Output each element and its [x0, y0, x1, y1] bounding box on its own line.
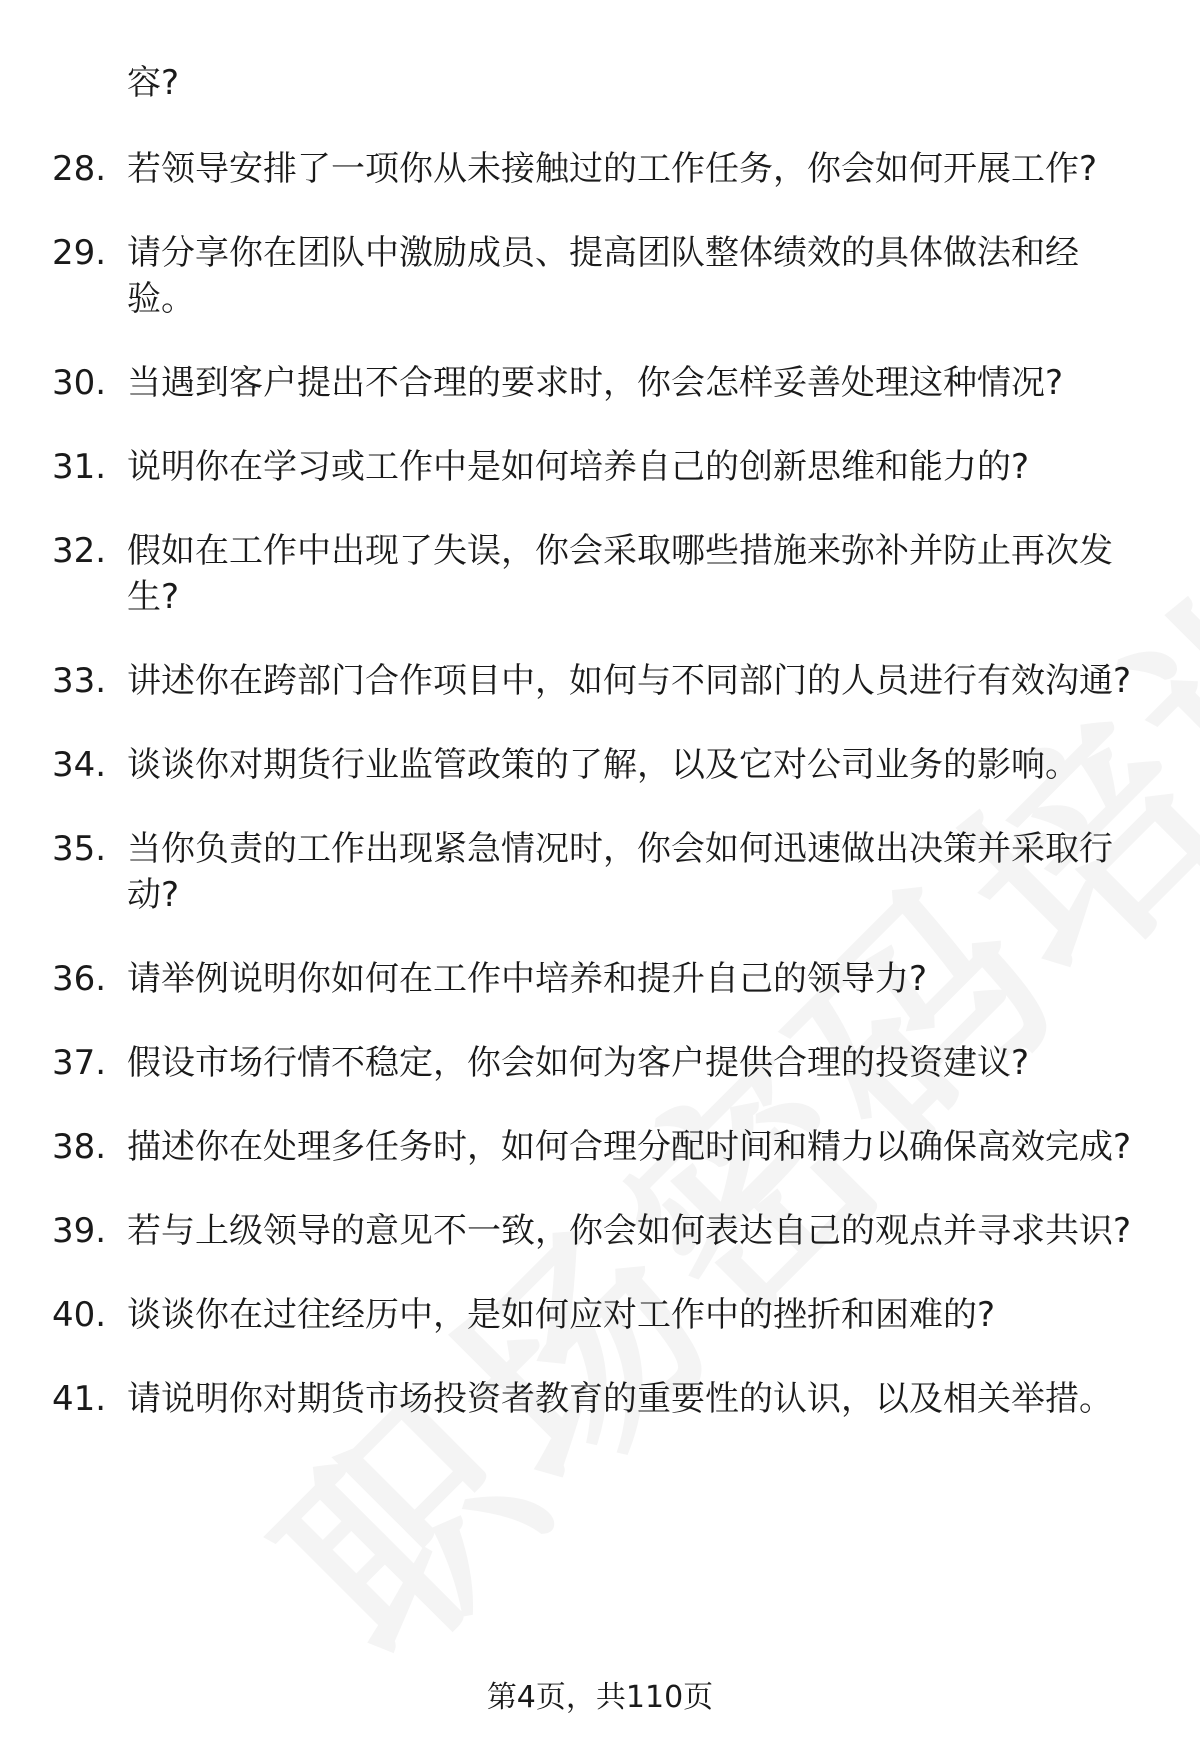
question-item	[0, 742, 1200, 788]
question-number: 38.	[52, 1127, 107, 1167]
question-text: 请说明你对期货市场投资者教育的重要性的认识，以及相关举措。	[127, 1379, 1113, 1419]
question-text: 当你负责的工作出现紧急情况时，你会如何迅速做出决策并采取行动?	[127, 829, 1113, 915]
question-item	[0, 1040, 1200, 1086]
question-item	[0, 1376, 1200, 1422]
page-footer: 第4页，共110页	[486, 1680, 714, 1715]
question-text: 谈谈你对期货行业监管政策的了解，以及它对公司业务的影响。	[127, 745, 1079, 785]
question-text: 谈谈你在过往经历中，是如何应对工作中的挫折和困难的?	[127, 1295, 996, 1335]
question-text: 若领导安排了一项你从未接触过的工作任务，你会如何开展工作?	[127, 149, 1098, 189]
question-number: 33.	[52, 661, 107, 701]
question-number: 40.	[52, 1295, 107, 1335]
question-item	[0, 1292, 1200, 1338]
question-text: 说明你在学习或工作中是如何培养自己的创新思维和能力的?	[127, 447, 1030, 487]
question-number: 29.	[52, 233, 107, 273]
question-text: 讲述你在跨部门合作项目中，如何与不同部门的人员进行有效沟通?	[127, 661, 1132, 701]
question-number: 30.	[52, 363, 107, 403]
question-number: 37.	[52, 1043, 107, 1083]
question-item	[0, 1208, 1200, 1254]
question-item	[0, 444, 1200, 490]
question-item	[0, 360, 1200, 406]
question-number: 28.	[52, 149, 107, 189]
question-text: 假如在工作中出现了失误，你会采取哪些措施来弥补并防止再次发生?	[127, 531, 1113, 617]
question-number: 32.	[52, 531, 107, 571]
question-list	[0, 146, 1200, 1422]
question-text: 请分享你在团队中激励成员、提高团队整体绩效的具体做法和经验。	[127, 233, 1079, 319]
question-number: 36.	[52, 959, 107, 999]
question-number: 31.	[52, 447, 107, 487]
question-item	[0, 230, 1200, 322]
continuation-text: 容?	[127, 63, 180, 103]
question-text: 当遇到客户提出不合理的要求时，你会怎样妥善处理这种情况?	[127, 363, 1064, 403]
question-text: 假设市场行情不稳定，你会如何为客户提供合理的投资建议?	[127, 1043, 1030, 1083]
question-text: 描述你在处理多任务时，如何合理分配时间和精力以确保高效完成?	[127, 1127, 1132, 1167]
question-item	[0, 826, 1200, 918]
question-item	[0, 956, 1200, 1002]
question-item	[0, 658, 1200, 704]
question-number: 34.	[52, 745, 107, 785]
question-item	[0, 146, 1200, 192]
question-item	[0, 528, 1200, 620]
question-number: 35.	[52, 829, 107, 869]
question-text: 请举例说明你如何在工作中培养和提升自己的领导力?	[127, 959, 928, 999]
question-item	[0, 1124, 1200, 1170]
question-number: 39.	[52, 1211, 107, 1251]
question-text: 若与上级领导的意见不一致，你会如何表达自己的观点并寻求共识?	[127, 1211, 1132, 1251]
question-number: 41.	[52, 1379, 107, 1419]
